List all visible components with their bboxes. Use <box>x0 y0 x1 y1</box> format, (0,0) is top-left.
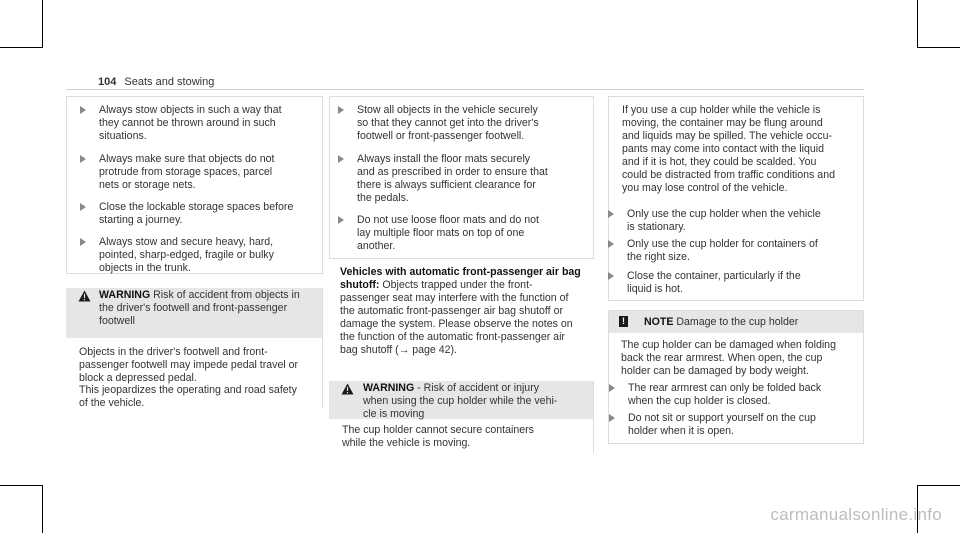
warning-title: WARNING - Risk of accident or injury when using the cup holder while the vehi- cle is moving <box>363 382 558 420</box>
list-item: Always make sure that objects do not protrude from storage spaces, parcel nets or storage nets. <box>80 153 274 192</box>
warning-border <box>593 381 594 453</box>
warning-para: The cup holder cannot secure containers while the vehicle is moving. <box>342 424 534 449</box>
intro-para: If you use a cup holder while the vehicle is moving, the container may be flung around and liquids may be spilled. The vehicle occu- pants may come into contact with the liquid and if it is hot, they could be scalded. You could be distracted from traffic conditions and you may lose control of the vehicle. <box>622 104 835 194</box>
header-rule <box>66 89 864 90</box>
list-item: Only use the cup holder when the vehicle is stationary. <box>608 208 821 234</box>
bullet-arrow-icon <box>80 155 86 163</box>
list-item: Close the container, particularly if the liquid is hot. <box>608 270 801 296</box>
page-header <box>98 76 214 88</box>
watermark: carmanualsonline.info <box>770 505 942 524</box>
warning-triangle-icon <box>78 290 91 302</box>
list-item: Always stow objects in such a way that they cannot be thrown around in such situations. <box>80 104 282 143</box>
warning-box-2 <box>329 381 593 455</box>
bullet-arrow-icon <box>609 414 615 422</box>
bullet-arrow-icon <box>609 384 615 392</box>
note-content <box>609 311 863 443</box>
airbag-section <box>340 266 592 357</box>
crop-mark <box>42 0 43 48</box>
warning-triangle-icon <box>341 383 354 395</box>
crop-mark <box>0 485 42 486</box>
bullet-arrow-icon <box>338 106 344 114</box>
warning-para: This jeopardizes the operating and road safety of the vehicle. <box>79 384 297 409</box>
col3-intro <box>622 104 862 195</box>
crop-mark <box>918 47 960 48</box>
note-exclamation-icon: ! <box>619 316 628 327</box>
bullet-arrow-icon <box>608 210 614 218</box>
warning-border <box>322 288 323 408</box>
list-item: The rear armrest can only be folded back when the cup holder is closed. <box>609 382 859 408</box>
list-item: Always install the floor mats securely and as prescribed in order to ensure that there is always sufficient clearance for the pedals. <box>338 153 548 205</box>
warning-title: WARNING Risk of accident from objects in the driver's footwell and front-passenger footwell <box>99 289 300 327</box>
bullet-arrow-icon <box>80 238 86 246</box>
section-heading: Vehicles with automatic front-passenger air bag <box>340 266 581 278</box>
warning-box-1 <box>66 288 322 410</box>
page-number: 104 <box>98 76 117 88</box>
list-item: Stow all objects in the vehicle securely so that they cannot get into the driver's footwell or front-passenger footwell. <box>338 104 539 143</box>
list-item: Close the lockable storage spaces before starting a journey. <box>80 201 293 227</box>
list-item: Do not use loose floor mats and do not lay multiple floor mats on top of one another. <box>338 214 539 253</box>
crop-mark <box>0 47 42 48</box>
list-item: Do not sit or support yourself on the cup holder when it is open. <box>609 412 859 438</box>
bullet-arrow-icon <box>338 155 344 163</box>
bullet-arrow-icon <box>338 216 344 224</box>
note-title: NOTE Damage to the cup holder <box>644 316 799 328</box>
crop-mark <box>917 0 918 48</box>
crop-mark <box>918 485 960 486</box>
bullet-arrow-icon <box>608 240 614 248</box>
section-body: Objects trapped under the front- passenger seat may interfere with the function of the automatic front-passenger air bag shutoff or damage the system. Please observe the notes on the function of the automatic front-passenger air bag shutoff (→ page 42). <box>340 279 573 356</box>
section-lead: shutoff: <box>340 279 380 291</box>
bullet-arrow-icon <box>80 106 86 114</box>
bullet-arrow-icon <box>608 272 614 280</box>
warning-para: Objects in the driver's footwell and front- passenger footwell may impede pedal travel or block a depressed pedal. <box>79 346 299 384</box>
note-para: The cup holder can be damaged when folding back the rear armrest. When open, the cup holder can be damaged by body weight. <box>621 339 836 377</box>
list-item: Only use the cup holder for containers of the right size. <box>608 238 818 264</box>
list-item: Always stow and secure heavy, hard, pointed, sharp-edged, fragile or bulky objects in the trunk. <box>80 236 274 275</box>
section-title: Seats and stowing <box>124 76 215 88</box>
crop-mark <box>42 485 43 533</box>
bullet-arrow-icon <box>80 203 86 211</box>
